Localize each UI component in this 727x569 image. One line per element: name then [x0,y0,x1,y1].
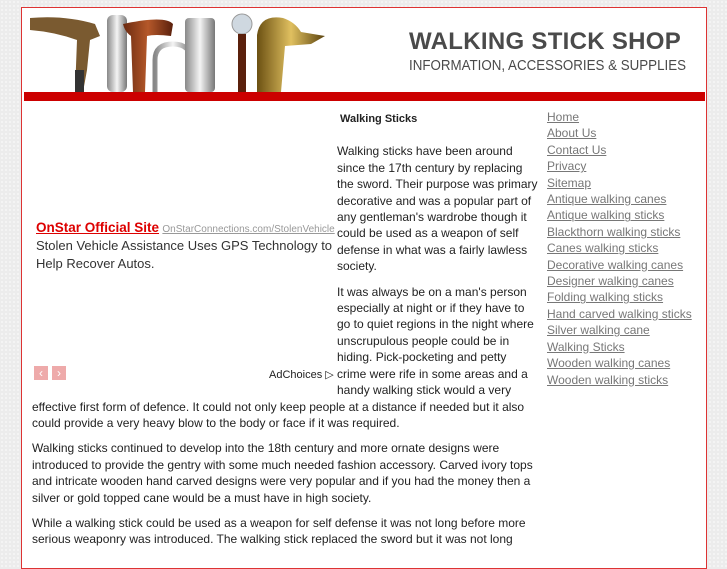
nav-link-hand-carved-walking-sticks[interactable]: Hand carved walking sticks [547,306,692,321]
adchoices-link[interactable]: AdChoices ▷ [269,369,334,381]
ad-header [36,220,335,238]
nav-link-home[interactable]: Home [547,110,580,124]
nav-link-blackthorn-walking-sticks[interactable]: Blackthorn walking sticks [547,224,681,239]
article-paragraph: While a walking stick could be used as a weapon for self defense it was not long before more serious weaponry was introduced. The walking stick replaced the sword but it was not long [32,515,526,547]
sidebar-nav [547,109,692,388]
ad-body-text[interactable]: Stolen Vehicle Assistance Uses GPS Technology to Help Recover Autos. [36,238,333,271]
nav-link-privacy[interactable]: Privacy [547,159,587,174]
article-paragraph: Walking sticks have been around since the 17th century by replacing the sword. Their purpose was primary decorative and was a popular part of any gentleman's wardrobe though it could be used as a weapon of self defense in what was a fairly lawless society. [337,144,538,274]
nav-link-designer-walking-canes[interactable]: Designer walking canes [547,274,674,289]
nav-link-walking-sticks[interactable]: Walking Sticks [547,339,625,354]
nav-link-wooden-walking-sticks[interactable]: Wooden walking sticks [547,372,669,387]
main-content [32,108,538,557]
article-paragraph: It was always be on a man's person especially at night or if they have to go to quiet regions in the night where unscrupulous people could be in hiding. Pick-pocketing and petty crime were rife in some areas and a handy walking stick would a very effective first form of defence. It could not only keep people at a distance if needed but it also could provide a very heavy blow to the body or face if it was required. [32,284,534,430]
article-paragraph: Walking sticks continued to develop into the 18th century and more ornate designs were introduced to provide the gentry with some much needed fashion accessory. Carved ivory tops and intricate wooden hand carved designs were very popular and if you had the money then a silver or gold topped cane would be a must have in high society. [32,441,533,505]
ad-prev-button[interactable]: ‹ [34,366,48,380]
article-title: Walking Sticks [340,113,418,125]
walking-sticks-image [25,10,415,92]
ad-block [32,108,335,393]
header-divider [24,92,705,101]
page-container [21,7,707,569]
ad-title-link[interactable]: OnStar Official Site [36,220,160,235]
header-banner[interactable] [25,10,705,92]
nav-link-wooden-walking-canes[interactable]: Wooden walking canes [547,356,671,371]
ad-next-button[interactable]: › [52,366,66,380]
site-subtitle: INFORMATION, ACCESSORIES & SUPPLIES [409,58,686,74]
ad-url-link[interactable]: OnStarConnections.com/StolenVehicle [162,224,335,235]
site-title: WALKING STICK SHOP [409,28,682,55]
site-brand [409,28,705,74]
nav-link-antique-walking-canes[interactable]: Antique walking canes [547,192,667,207]
nav-link-antique-walking-sticks[interactable]: Antique walking sticks [547,208,665,223]
nav-link-folding-walking-sticks[interactable]: Folding walking sticks [547,290,664,305]
nav-link-contact-us[interactable]: Contact Us [547,142,607,157]
nav-link-decorative-walking-canes[interactable]: Decorative walking canes [547,257,684,272]
nav-link-about-us[interactable]: About Us [547,126,597,141]
nav-link-sitemap[interactable]: Sitemap [547,175,592,190]
nav-link-canes-walking-sticks[interactable]: Canes walking sticks [547,241,659,256]
nav-link-silver-walking-cane[interactable]: Silver walking cane [547,323,650,338]
